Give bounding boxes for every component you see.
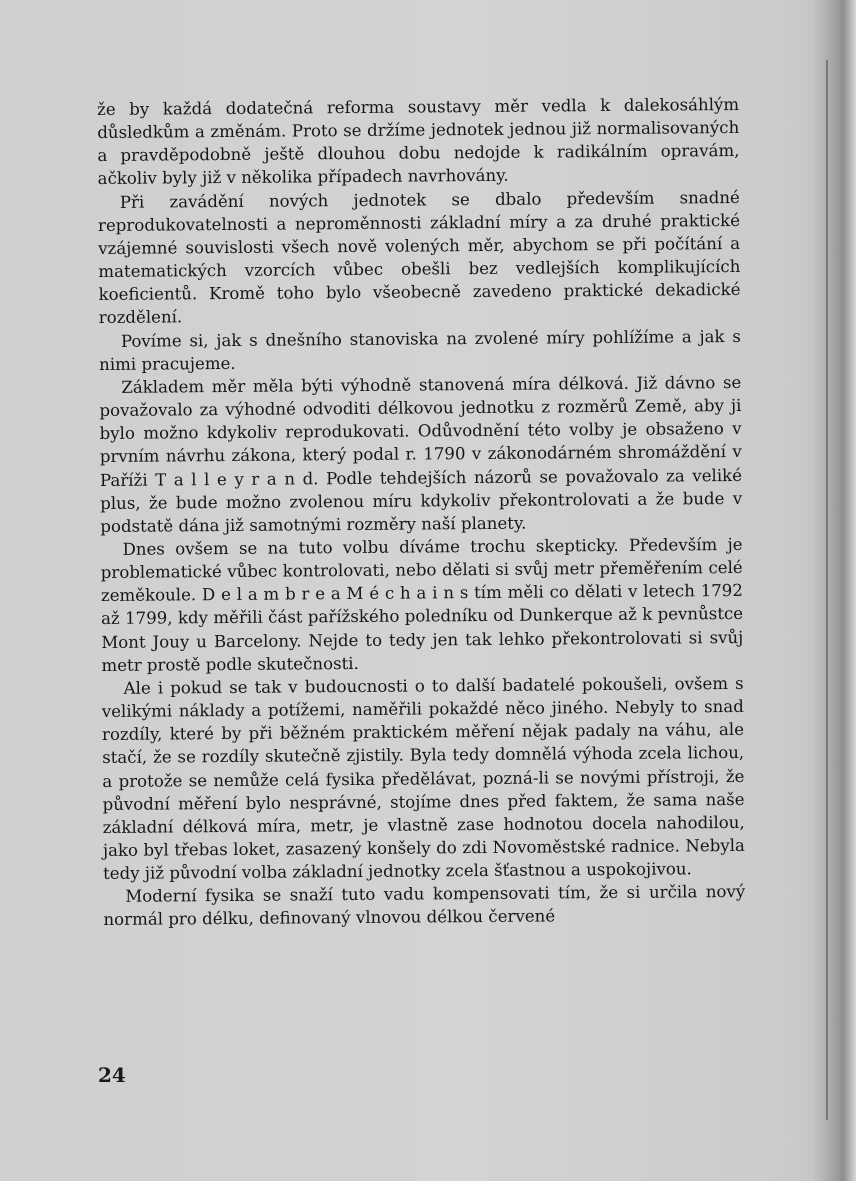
paragraph-5: Dnes ovšem se na tuto volbu díváme trochu skepticky. Především je problematické vůbec kontrolovati, nebo dělati si svůj metr přeměřením celé zeměkoule. D e l a m b r e a M é c h a i n s tím měli co dělati v letech 1792 až 1799, kdy měřili část pařížského poledníku od Dunkerque až k pevnůstce Mont Jouy u Barcelony. Nejde to tedy jen tak lehko překontrolovati si svůj metr prostě podle skutečnosti. — [100, 534, 744, 675]
book-spine — [814, 0, 856, 1181]
body-text — [97, 93, 746, 932]
paragraph-4: Základem měr měla býti výhodně stanovená míra délková. Již dávno se považovalo za výhodné odvoditi délkovou jednotku z rozměrů Země, aby ji bylo možno kdykoliv reprodukovati. Odůvodnění této volby je obsaženo v prvním návrhu zákona, který podal r. 1790 v zákonodárném shromáždění v Paříži T a l l e y r a n d. Podle tehdejších názorů se považovalo za veliké plus, že bude možno zvolenou míru kdykoliv překontrolovati a že bude v podstatě dána již samotnými rozměry naší planety. — [99, 372, 743, 536]
page-number: 24 — [98, 1063, 126, 1087]
paragraph-3: Povíme si, jak s dnešního stanoviska na zvolené míry pohlížíme a jak s nimi pracujeme. — [99, 326, 741, 374]
paragraph-7: Moderní fysika se snaží tuto vadu kompensovati tím, že si určila nový normál pro délku, definovaný vlnovou délkou červené — [103, 882, 746, 930]
paragraph-6: Ale i pokud se tak v budoucnosti o to další badatelé pokoušeli, ovšem s velikými náklady a potížemi, naměřili pokaždé něco jiného. Nebyly to snad rozdíly, které by při běžném praktickém měření nějak padaly na váhu, ale stačí, že se rozdíly skutečně zjistily. Byla tedy domnělá výhoda zcela lichou, a protože se nemůže celá fysika předělávat, pozná-li se novými přístroji, že původní měření bylo nesprávné, stojíme dnes před faktem, že sama naše základní délková míra, metr, je vlastně zase hodnotou docela nahodilou, jako byl třebas loket, zasazený konšely do zdi Novoměstské radnice. Nebyla tedy již původní volba základní jednotky zcela šťastnou a uspokojivou. — [101, 673, 745, 884]
paragraph-1: že by každá dodatečná reforma soustavy měr vedla k dalekosáhlým důsledkům a změnám. Proto se držíme jednotek jednou již normalisovaných a pravděpodobně ještě dlouhou dobu nedojde k radikálním opravám, ačkoliv byly již v několika případech navrhovány. — [97, 94, 740, 189]
paragraph-2: Při zavádění nových jednotek se dbalo především snadné reprodukovatelnosti a neproměnnosti základní míry a za druhé praktické vzájemné souvislosti všech nově volených měr, abychom se při počítání a matematických vzorcích vůbec obešli bez vedlejších komplikujících koeficientů. Kromě toho bylo všeobecně zavedeno praktické dekadické rozdělení. — [97, 187, 741, 328]
